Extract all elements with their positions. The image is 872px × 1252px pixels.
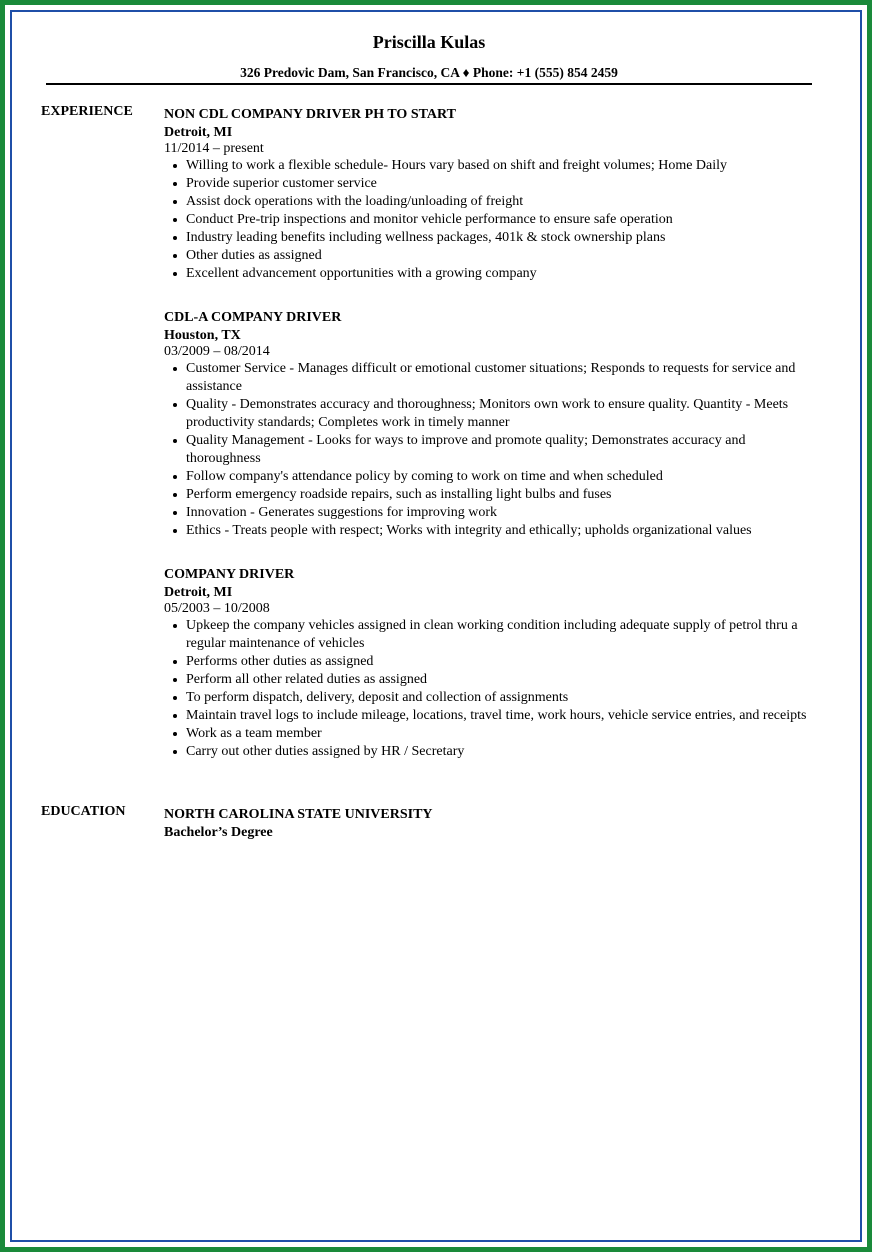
duty-item: Quality - Demonstrates accuracy and thoroughness; Monitors own work to ensure quality. Quantity - Meets productivity standards; Completes work in timely manner xyxy=(186,396,814,432)
experience-label: EXPERIENCE xyxy=(41,104,133,119)
duty-item: Conduct Pre-trip inspections and monitor vehicle performance to ensure safe operation xyxy=(186,211,814,229)
duty-item: Perform all other related duties as assigned xyxy=(186,671,814,689)
header-divider xyxy=(46,83,812,85)
job-duties xyxy=(164,617,814,761)
duty-item: Upkeep the company vehicles assigned in clean working condition including adequate supply of petrol thru a regular maintenance of vehicles xyxy=(186,617,814,653)
duty-item: Customer Service - Manages difficult or emotional customer situations; Responds to requests for service and assistance xyxy=(186,360,814,396)
duty-item: Willing to work a flexible schedule- Hours vary based on shift and freight volumes; Home Daily xyxy=(186,157,814,175)
education-label: EDUCATION xyxy=(41,804,126,819)
duty-item: Industry leading benefits including wellness packages, 401k & stock ownership plans xyxy=(186,229,814,247)
duty-item: Work as a team member xyxy=(186,725,814,743)
job-title: NON CDL COMPANY DRIVER PH TO START xyxy=(164,107,456,122)
duty-item: Innovation - Generates suggestions for improving work xyxy=(186,504,814,522)
job-location: Houston, TX xyxy=(164,328,241,343)
school-name: NORTH CAROLINA STATE UNIVERSITY xyxy=(164,807,433,822)
job-dates: 03/2009 – 08/2014 xyxy=(164,344,270,359)
job-dates: 05/2003 – 10/2008 xyxy=(164,601,270,616)
experience-section xyxy=(164,105,814,786)
duty-item: Perform emergency roadside repairs, such as installing light bulbs and fuses xyxy=(186,486,814,504)
duty-item: To perform dispatch, delivery, deposit and collection of assignments xyxy=(186,689,814,707)
job-duties xyxy=(164,360,814,540)
education-section xyxy=(164,805,814,842)
job-title: COMPANY DRIVER xyxy=(164,567,295,582)
job-location: Detroit, MI xyxy=(164,585,233,600)
duty-item: Ethics - Treats people with respect; Works with integrity and ethically; upholds organizational values xyxy=(186,522,814,540)
contact-line: 326 Predovic Dam, San Francisco, CA ♦ Phone: +1 (555) 854 2459 xyxy=(240,65,618,80)
job-entry xyxy=(164,105,814,283)
duty-item: Carry out other duties assigned by HR / Secretary xyxy=(186,743,814,761)
duty-item: Maintain travel logs to include mileage, locations, travel time, work hours, vehicle service entries, and receipts xyxy=(186,707,814,725)
job-entry xyxy=(164,565,814,761)
applicant-name: Priscilla Kulas xyxy=(372,32,486,52)
job-entry xyxy=(164,308,814,540)
job-title: CDL-A COMPANY DRIVER xyxy=(164,310,342,325)
duty-item: Provide superior customer service xyxy=(186,175,814,193)
duty-item: Performs other duties as assigned xyxy=(186,653,814,671)
duty-item: Excellent advancement opportunities with a growing company xyxy=(186,265,814,283)
duty-item: Assist dock operations with the loading/unloading of freight xyxy=(186,193,814,211)
duty-item: Other duties as assigned xyxy=(186,247,814,265)
job-duties xyxy=(164,157,814,283)
job-dates: 11/2014 – present xyxy=(164,141,264,156)
duty-item: Follow company's attendance policy by coming to work on time and when scheduled xyxy=(186,468,814,486)
duty-item: Quality Management - Looks for ways to improve and promote quality; Demonstrates accuracy and thoroughness xyxy=(186,432,814,468)
degree: Bachelor’s Degree xyxy=(164,825,273,840)
job-location: Detroit, MI xyxy=(164,125,233,140)
